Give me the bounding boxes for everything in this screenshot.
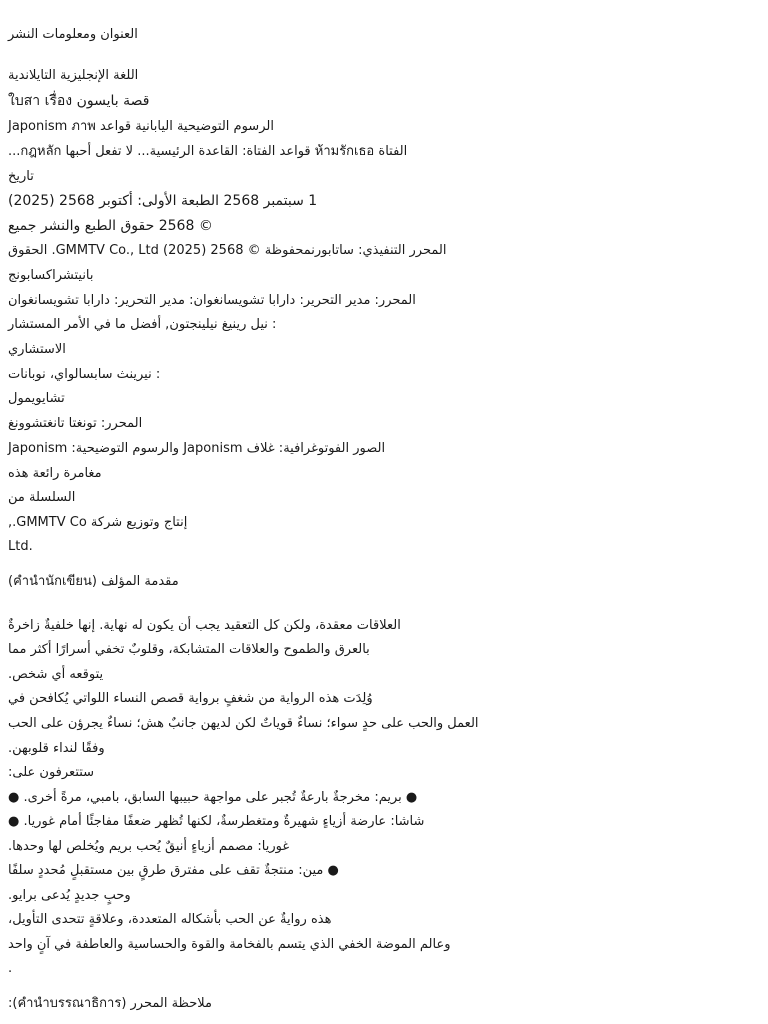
preface-line: هذه روايةٌ عن الحب بأشكاله المتعددة، وعلاقةٍ تتحدى التأويل،	[8, 912, 332, 927]
publication-line: إنتاج وتوزيع شركة GMMTV Co.,	[8, 515, 188, 530]
preface-line: بالعرق والطموح والعلاقات المتشابكة، وقلوبٌ تخفي أسرارًا أكثر مما	[8, 642, 370, 657]
publication-line: تاريخ	[8, 169, 34, 184]
preface-bullet-line: شاشا: عارضة أزياءٍ شهيرةٌ ومتغطرسةٌ، لكنها تُظهر ضعفًا مفاجئًا أمام غوريا. ●	[8, 814, 425, 829]
preface-line: وفقًا لنداء قلوبهن.	[8, 741, 105, 756]
preface-line: العمل والحب على حدٍ سواء؛ نساءٌ قوياتٌ لكن لديهن جانبٌ هش؛ نساءٌ يجرؤن على الحب	[8, 716, 479, 731]
publication-line: الرسوم التوضيحية اليابانية قواعد Japonism ภาพ	[8, 119, 274, 134]
publication-line: © 2568 حقوق الطبع والنشر جميع	[8, 218, 213, 234]
publication-line: تشايويمول	[8, 391, 65, 406]
publication-line: قصة بايسون ใบสา เรื่อง	[8, 93, 150, 109]
publication-line: السلسلة من	[8, 490, 76, 505]
publication-line: : نيرينث سابسالواي، نوبانات	[8, 367, 161, 382]
publication-line: الفتاة ห้ามรักเธอ قواعد الفتاة: القاعدة الرئيسية... لا تفعل أحبها กฎหลัก...	[8, 144, 408, 159]
preface-line: وُلِدَت هذه الرواية من شغفٍ برواية قصص النساء اللواتي يُكافحن في	[8, 691, 373, 706]
preface-line: وعالم الموضة الخفي الذي يتسم بالفخامة والقوة والحساسية والعاطفة في آنٍ واحد	[8, 937, 451, 952]
preface-line: وحبٍ جديدٍ يُدعى برايو.	[8, 888, 131, 903]
section-heading-editor-note: ملاحظة المحرر (คำนำบรรณาธิการ):	[8, 996, 212, 1011]
preface-line: يتوقعه أي شخص.	[8, 667, 104, 682]
section-heading-title-publication: العنوان ومعلومات النشر	[8, 27, 138, 42]
publication-line: اللغة الإنجليزية التايلاندية	[8, 68, 139, 83]
publication-line: المحرر: تونغتا تانغتشوونغ	[8, 416, 143, 431]
publication-line: المحرر: مدير التحرير: دارابا تشويسانغوان: مدير التحرير: دارابا تشويسانغوان	[8, 293, 416, 308]
preface-line: ستتعرفون على:	[8, 765, 95, 780]
preface-bullet-line: ● بريم: مخرجةٌ بارعةٌ تُجبر على مواجهة حبيبها السابق، بامبي، مرةً أخرى. ●	[8, 790, 418, 805]
publication-line: الصور الفوتوغرافية: غلاف Japonism والرسوم التوضيحية: Japonism	[8, 441, 386, 456]
publication-line: Ltd.	[8, 539, 33, 554]
publication-line: بانيتشراكسابونج	[8, 268, 94, 283]
preface-bullet-line: ● مين: منتجةٌ تقف على مفترق طرقٍ بين مستقبلٍ مُحددٍ سلفًا	[8, 863, 339, 878]
publication-line: مغامرة رائعة هذه	[8, 466, 102, 481]
publication-line: الاستشاري	[8, 342, 66, 357]
preface-line: العلاقات معقدة، ولكن كل التعقيد يجب أن يكون له نهاية. إنها خلفيةٌ زاخرةٌ	[8, 618, 401, 633]
publication-line: : نيل رينيغ نيلينجتون, أفضل ما في الأمر المستشار	[8, 317, 277, 332]
preface-line: .	[8, 961, 13, 976]
preface-bullet-line: غوريا: مصمم أزياءٍ أنيقٌ يُحب بريم ويُخلص لها وحدها.	[8, 839, 290, 854]
publication-line: 1 سبتمبر 2568 الطبعة الأولى: أكتوبر 2568 (2025)	[8, 193, 318, 209]
publication-line: المحرر التنفيذي: ساتابورنمحفوظة © 2568 (2025) GMMTV Co., Ltd. الحقوق	[8, 243, 447, 258]
section-heading-author-preface: مقدمة المؤلف (คำนำนักเขียน)	[8, 574, 179, 589]
